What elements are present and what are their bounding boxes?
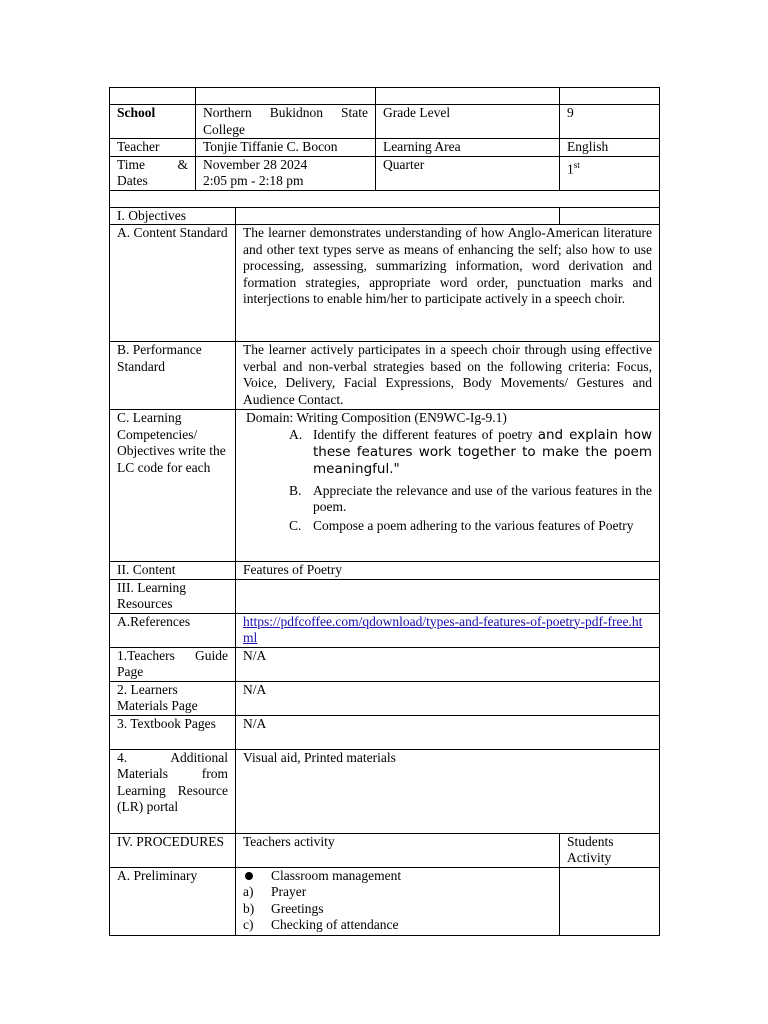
content-label: II. Content	[110, 562, 236, 580]
objectives-row	[110, 207, 660, 225]
textbook-row	[110, 715, 660, 749]
quarter-value	[560, 156, 660, 190]
date-value: November 28 2024	[203, 156, 308, 172]
students-activity-header: Students Activity	[560, 833, 660, 867]
objective-marker: B.	[289, 482, 302, 498]
content-standard-row	[110, 225, 660, 342]
time-value: 2:05 pm - 2:18 pm	[203, 173, 304, 188]
grade-level-value: 9	[560, 105, 660, 139]
bullet-text: Classroom management	[271, 867, 402, 883]
item-text: Greetings	[271, 900, 324, 916]
objective-text: Appreciate the relevance and use of the various features in the poem.	[313, 482, 652, 514]
item-text: Checking of attendance	[271, 917, 399, 932]
quarter-number: 1	[567, 161, 574, 176]
additional-materials-label: 4. Additional Materials from Learning Resource (LR) portal	[110, 749, 236, 833]
learning-area-value: English	[560, 139, 660, 157]
learning-resources-row	[110, 579, 660, 613]
objective-text: Identify the different features of poetry	[313, 426, 538, 442]
teachers-activity-header: Teachers activity	[236, 833, 560, 867]
learners-materials-value: N/A	[236, 681, 660, 715]
time-dates-value	[196, 156, 376, 190]
objective-item-b	[243, 483, 652, 516]
teachers-guide-label: 1.Teachers Guide Page	[110, 647, 236, 681]
objectives-list	[243, 427, 652, 535]
learning-resources-heading: III. Learning Resources	[110, 579, 236, 613]
domain-text: Domain: Writing Composition (EN9WC-Ig-9.1)	[246, 410, 507, 425]
blank-top-row	[110, 88, 660, 105]
list-item	[243, 917, 552, 934]
item-marker: b)	[243, 900, 255, 916]
preliminary-list	[243, 868, 552, 934]
item-marker: c)	[243, 917, 254, 932]
school-row	[110, 105, 660, 139]
performance-standard-text: The learner actively participates in a speech choir through using effective verbal and non-verbal strategies based on the following criteria: Focus, Voice, Delivery, Facial Expressions, Body Movements/ Gestures and Audience Contact.	[236, 342, 660, 410]
learners-materials-row	[110, 681, 660, 715]
preliminary-activities	[236, 867, 560, 935]
list-item	[243, 901, 552, 918]
school-value: Northern Bukidnon State College	[196, 105, 376, 139]
lesson-plan-page	[109, 87, 659, 936]
procedures-heading: IV. PROCEDURES	[110, 833, 236, 867]
teachers-guide-row	[110, 647, 660, 681]
item-marker: a)	[243, 884, 254, 899]
preliminary-label: A. Preliminary	[110, 867, 236, 935]
objective-item-c	[243, 518, 652, 535]
list-item	[243, 884, 552, 901]
teacher-value: Tonjie Tiffanie C. Bocon	[196, 139, 376, 157]
quarter-suffix: st	[573, 159, 580, 170]
grade-level-label: Grade Level	[376, 105, 560, 139]
content-standard-text: The learner demonstrates understanding of how Anglo-American literature and other text types serve as means of enhancing the self; also how to use processing, assessing, summarizing information, word derivation and formation strategies, appropriate word order, punctuation marks and interjections to enable him/her to participate actively in a speech choir.	[236, 225, 660, 342]
additional-materials-row	[110, 749, 660, 833]
learners-materials-label: 2. Learners Materials Page	[110, 681, 236, 715]
content-row	[110, 562, 660, 580]
performance-standard-label: B. Performance Standard	[110, 342, 236, 410]
item-text: Prayer	[271, 884, 307, 899]
objectives-heading: I. Objectives	[110, 207, 236, 225]
procedures-header-row	[110, 833, 660, 867]
teacher-row	[110, 139, 660, 157]
objective-text-emphasis: and explain how these features work together to make the poem meaningful."	[313, 426, 652, 477]
bullet-icon	[245, 872, 253, 880]
quarter-label: Quarter	[376, 156, 560, 190]
learning-competencies-row	[110, 410, 660, 562]
teachers-guide-value: N/A	[236, 647, 660, 681]
performance-standard-row	[110, 342, 660, 410]
references-row	[110, 613, 660, 647]
textbook-value: N/A	[236, 715, 660, 749]
time-row	[110, 156, 660, 190]
students-activity-cell	[560, 867, 660, 935]
list-item	[243, 868, 552, 885]
references-label: A.References	[110, 613, 236, 647]
teacher-label: Teacher	[110, 139, 196, 157]
content-standard-label: A. Content Standard	[110, 225, 236, 342]
learning-area-label: Learning Area	[376, 139, 560, 157]
lesson-plan-table	[109, 87, 660, 936]
references-link[interactable]: https://pdfcoffee.com/qdownload/types-and-features-of-poetry-pdf-free.html	[243, 613, 643, 645]
objective-item-a	[243, 427, 652, 478]
content-value: Features of Poetry	[236, 562, 660, 580]
time-dates-label: Time & Dates	[110, 156, 196, 190]
learning-competencies-label: C. Learning Competencies/ Objectives write the LC code for each	[110, 410, 236, 562]
learning-competencies-cell	[236, 410, 660, 562]
blank-separator-row	[110, 190, 660, 207]
objective-text: Compose a poem adhering to the various features of Poetry	[313, 517, 634, 533]
textbook-label: 3. Textbook Pages	[110, 715, 236, 749]
additional-materials-value: Visual aid, Printed materials	[236, 749, 660, 833]
objective-marker: A.	[289, 426, 303, 442]
objective-marker: C.	[289, 517, 302, 533]
school-label: School	[110, 105, 196, 139]
preliminary-row	[110, 867, 660, 935]
